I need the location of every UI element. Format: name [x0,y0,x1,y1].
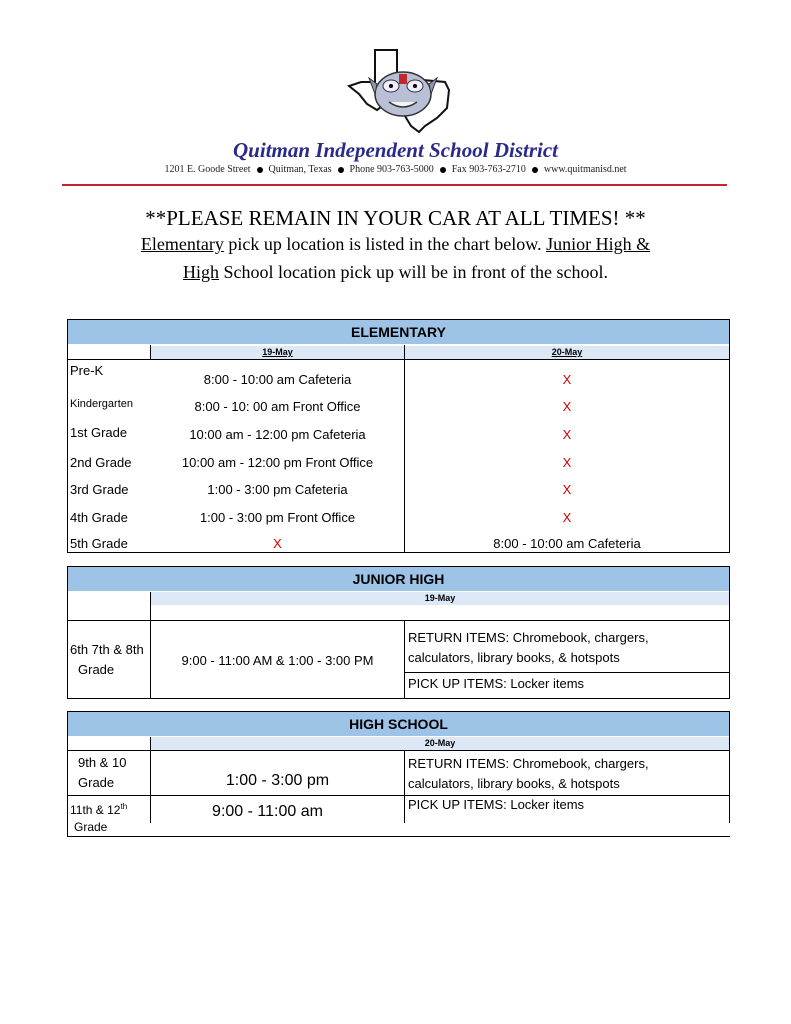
table-border [67,359,730,360]
table-border [404,620,405,699]
grade-label: Grade [78,775,115,790]
table-border [67,552,730,553]
district-name: Quitman Independent School District [233,138,558,162]
bullet-icon [338,167,344,173]
grade-label: 11th & 12th [70,802,128,817]
table-border [67,319,730,320]
return-items: RETURN ITEMS: Chromebook, chargers, [408,630,649,645]
grade-label: Grade [74,820,108,834]
grade-label: 5th Grade [70,536,128,551]
table-border [67,319,68,553]
return-items: calculators, library books, & hotspots [408,650,620,665]
notice-headline: **PLEASE REMAIN IN YOUR CAR AT ALL TIMES! ** [145,206,646,230]
pickup-time: 9:00 - 11:00 AM & 1:00 - 3:00 PM [181,653,374,668]
high-school-header: HIGH SCHOOL [67,712,730,736]
junior-high-header: JUNIOR HIGH [67,567,730,591]
high-school-date: 20-May [151,737,729,750]
pickup-time: 9:00 - 11:00 am [212,803,323,820]
table-border [67,711,68,837]
notice-line2: Elementary pick up location is listed in the chart below. Junior High & [140,234,651,254]
x-mark: X [273,536,282,551]
x-mark: X [562,482,572,497]
pickup-time: 1:00 - 3:00 pm Cafeteria [207,482,348,497]
table-border [67,620,730,621]
address: 1201 E. Goode Street [164,164,251,175]
return-items: calculators, library books, & hotspots [408,776,620,791]
table-border [150,592,151,699]
pickup-time: 8:00 - 10:00 am Cafeteria [493,536,641,551]
table-border [404,750,405,823]
grade-label: 1st Grade [70,425,128,440]
table-border [67,566,68,699]
grade-label: 6th 7th & 8th [70,642,144,657]
pickup-time: 10:00 am - 12:00 pm Cafeteria [189,427,366,442]
table-border [729,566,730,699]
pickup-time: 1:00 - 3:00 pm [225,772,330,789]
table-border [67,698,730,699]
pickup-time: 10:00 am - 12:00 pm Front Office [181,455,374,470]
table-border [67,795,730,796]
grade-label: Grade [78,662,115,677]
fax: Fax 903-763-2710 [451,164,526,175]
pickup-time: 1:00 - 3:00 pm Front Office [199,510,356,525]
phone: Phone 903-763-5000 [349,164,434,175]
contact-line [0,164,791,175]
x-mark: X [562,455,572,470]
x-mark: X [562,510,572,525]
elementary-col-19may: 19-May [151,346,404,359]
x-mark: X [562,399,572,414]
grade-label: 2nd Grade [70,455,132,470]
website: www.quitmanisd.net [543,164,627,175]
table-border [729,711,730,823]
elementary-header: ELEMENTARY [67,320,730,344]
city: Quitman, Texas [268,164,332,175]
table-border [67,836,730,837]
table-border [404,672,730,673]
elementary-col-20may: 20-May [405,346,729,359]
return-items: RETURN ITEMS: Chromebook, chargers, [408,756,649,771]
table-border [67,750,730,751]
pickup-time: 8:00 - 10:00 am Cafeteria [203,372,352,387]
header-divider [62,184,727,186]
x-mark: X [562,372,572,387]
grade-label: Pre-K [70,363,104,378]
table-border [67,711,730,712]
x-mark: X [562,427,572,442]
bullet-icon [440,167,446,173]
grade-label: 3rd Grade [70,482,129,497]
grade-label: 4th Grade [70,510,128,525]
notice-line3: High School location pick up will be in front of the school. [183,262,608,282]
table-border [729,319,730,553]
bullet-icon [257,167,263,173]
bullet-icon [532,167,538,173]
pickup-items: PICK UP ITEMS: Locker items [408,797,585,812]
junior-high-date: 19-May [151,592,729,605]
grade-label: Kindergarten [70,398,133,410]
grade-label: 9th & 10 [78,755,127,770]
table-border [67,566,730,567]
pickup-time: 8:00 - 10: 00 am Front Office [194,399,361,414]
bulldog-texas-logo [345,48,460,133]
pickup-items: PICK UP ITEMS: Locker items [408,676,585,691]
table-border [150,345,151,360]
